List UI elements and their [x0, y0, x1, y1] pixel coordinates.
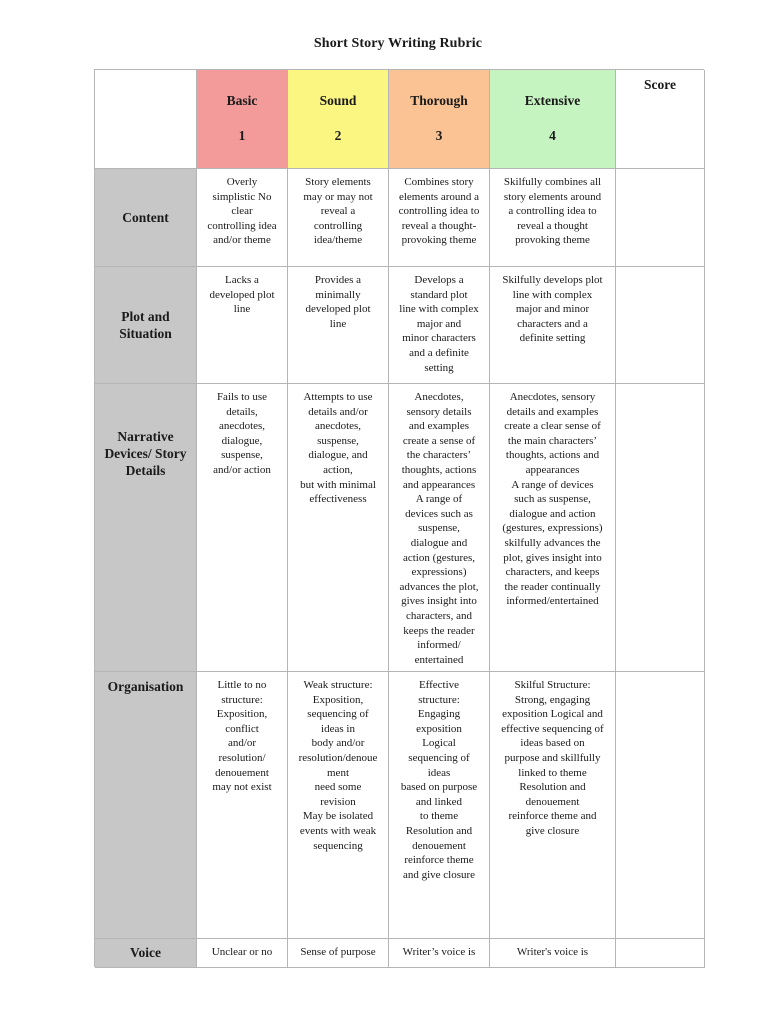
descriptor-voice-thorough: Writer’s voice is	[389, 939, 490, 968]
level-number: 3	[435, 128, 443, 143]
level-name: Sound	[319, 93, 357, 108]
descriptor-plot-basic: Lacks a developed plot line	[197, 267, 288, 384]
descriptor-narrative-sound: Attempts to use details and/or anecdotes, suspense, dialogue, and action, but with minimal effectiveness	[288, 384, 389, 672]
descriptor-content-sound: Story elements may or may not reveal a controlling idea/theme	[288, 169, 389, 267]
criterion-content: Content	[95, 169, 197, 267]
descriptor-organisation-thorough: Effective structure: Engaging exposition Logical sequencing of ideas based on purpose and linked to theme Resolution and denouement reinforce theme and give closure	[389, 672, 490, 939]
descriptor-plot-thorough: Develops a standard plot line with complex major and minor characters and a definite setting	[389, 267, 490, 384]
score-cell-plot[interactable]	[616, 267, 705, 384]
criterion-plot-situation: Plot and Situation	[95, 267, 197, 384]
header-level-basic	[197, 70, 288, 169]
descriptor-plot-extensive: Skilfully develops plot line with complex major and minor characters and a definite setting	[490, 267, 616, 384]
descriptor-organisation-basic: Little to no structure: Exposition, conflict and/or resolution/ denouement may not exist	[197, 672, 288, 939]
level-number: 1	[238, 128, 246, 143]
header-corner-cell	[95, 70, 197, 169]
header-level-extensive	[490, 70, 616, 169]
score-cell-content[interactable]	[616, 169, 705, 267]
descriptor-narrative-thorough: Anecdotes, sensory details and examples create a sense of the characters’ thoughts, actions and appearances A range of devices such as suspense, dialogue and action (gestures, expressions) advances the plot, gives insight into characters, and keeps the reader informed/ entertained	[389, 384, 490, 672]
level-number: 2	[334, 128, 342, 143]
score-cell-narrative[interactable]	[616, 384, 705, 672]
rubric-table	[94, 69, 704, 967]
criterion-narrative-devices: Narrative Devices/ Story Details	[95, 384, 197, 672]
level-number: 4	[549, 128, 556, 143]
descriptor-content-thorough: Combines story elements around a controlling idea to reveal a thought- provoking theme	[389, 169, 490, 267]
header-level-thorough	[389, 70, 490, 169]
score-cell-voice[interactable]	[616, 939, 705, 968]
header-level-sound	[288, 70, 389, 169]
descriptor-organisation-extensive: Skilful Structure: Strong, engaging exposition Logical and effective sequencing of ideas based on purpose and skillfully linked to theme Resolution and denouement reinforce theme and give closure	[490, 672, 616, 939]
page-title: Short Story Writing Rubric	[313, 36, 483, 51]
header-score: Score	[616, 70, 705, 169]
score-cell-organisation[interactable]	[616, 672, 705, 939]
descriptor-narrative-basic: Fails to use details, anecdotes, dialogue, suspense, and/or action	[197, 384, 288, 672]
descriptor-plot-sound: Provides a minimally developed plot line	[288, 267, 389, 384]
descriptor-voice-basic: Unclear or no	[197, 939, 288, 968]
descriptor-voice-sound: Sense of purpose	[288, 939, 389, 968]
level-name: Basic	[226, 93, 258, 108]
descriptor-narrative-extensive: Anecdotes, sensory details and examples create a clear sense of the main characters’ thoughts, actions and appearances A range of devices such as suspense, dialogue and action (gestures, expressions) skilfully advances the plot, gives insight into characters, and keeps the reader continually informed/entertained	[490, 384, 616, 672]
level-name: Thorough	[410, 93, 468, 108]
descriptor-content-extensive: Skilfully combines all story elements around a controlling idea to reveal a thought provoking theme	[490, 169, 616, 267]
descriptor-organisation-sound: Weak structure: Exposition, sequencing of ideas in body and/or resolution/denoue ment need some revision May be isolated events with weak sequencing	[288, 672, 389, 939]
descriptor-content-basic: Overly simplistic No clear controlling idea and/or theme	[197, 169, 288, 267]
level-name: Extensive	[524, 93, 581, 108]
criterion-organisation: Organisation	[95, 672, 197, 939]
descriptor-voice-extensive: Writer's voice is	[490, 939, 616, 968]
criterion-voice: Voice	[95, 939, 197, 968]
